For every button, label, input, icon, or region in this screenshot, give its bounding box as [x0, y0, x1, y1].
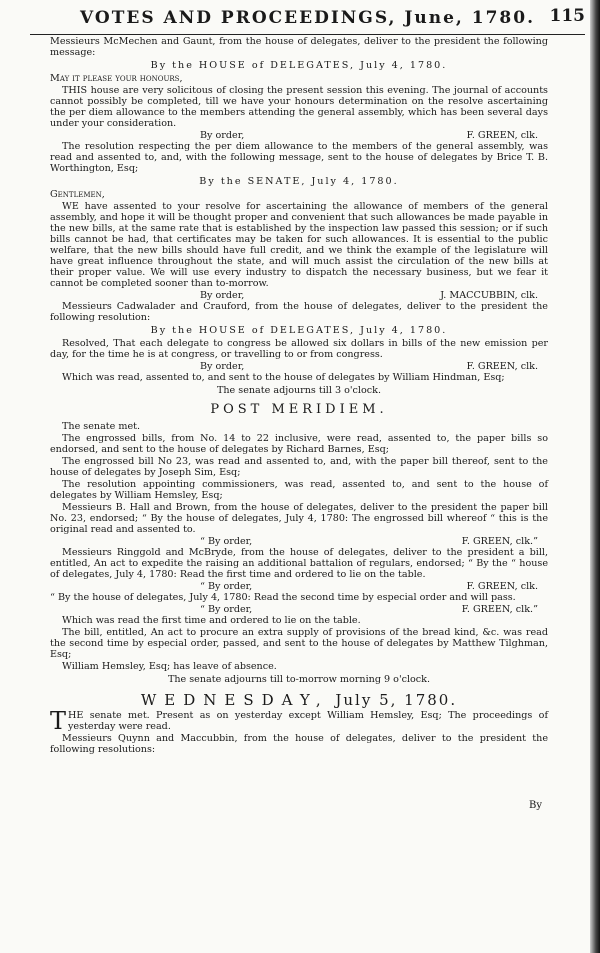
paragraph: WE have assented to your resolve for ascertaining the allowance of members of the general assembly, and hope it will be thought proper and convenient that such allowances be made payable in the new bills, at the same rate that is established by the inspection law passed this session; or if such bills cannot be had, that certificates may be taken for such allowances. It is essential to the public welfare, that the new bills should have full credit, and we think the example of the legislature will have great influence throughout the state, and will much assist the circulation of the new bills at their proper value. We will use every industry to dispatch the necessary business, but we fear it cannot be completed sooner than to-morrow.	[50, 201, 548, 289]
section-heading: POST MERIDIEM.	[210, 402, 388, 417]
signature-line	[50, 604, 548, 615]
paragraph: The resolution respecting the per diem allowance to the members of the general assembly, was read and assented to, and, with the following message, sent to the house of delegates by Brice T. B. Worthington, Esq;	[50, 141, 548, 174]
header-title: VOTES AND PROCEEDINGS, June, 1780.	[80, 8, 535, 28]
dateline-heading: By the SENATE, July 4, 1780.	[199, 176, 399, 187]
page-number: 115	[549, 6, 585, 26]
page-gutter	[590, 0, 600, 953]
dateline-heading: By the HOUSE of DELEGATES, July 4, 1780.	[150, 325, 448, 336]
signature-line	[50, 290, 548, 301]
opening-paragraph	[50, 707, 548, 735]
paragraph-text: HE senate met. Present as on yesterday except William Hemsley, Esq; The proceedings of yesterday were read.	[68, 710, 548, 732]
paragraph: Gentlemen,	[50, 189, 105, 200]
signature-line	[50, 536, 548, 547]
by-order-label: “ By order,	[200, 581, 253, 592]
clerk-signature: F. GREEN, clk.”	[461, 604, 538, 615]
adjournment-line: The senate adjourns till to-morrow morning 9 o'clock.	[167, 674, 431, 685]
running-header	[30, 4, 585, 35]
by-order-label: “ By order,	[200, 536, 253, 547]
paragraph: Which was read the first time and ordered to lie on the table.	[62, 615, 361, 626]
paragraph: May it please your honours,	[50, 73, 183, 84]
by-order-label: By order,	[200, 361, 245, 372]
clerk-signature: F. GREEN, clk.	[466, 361, 538, 372]
paragraph: The bill, entitled, An act to procure an extra supply of provisions of the bread kind, &c. was read the second time by especial order, passed, and sent to the house of delegates by Matthew Tilghman, Esq;	[50, 627, 548, 660]
by-order-label: “ By order,	[200, 604, 253, 615]
dateline-heading: By the HOUSE of DELEGATES, July 4, 1780.	[150, 60, 448, 71]
paragraph: Resolved, That each delegate to congress be allowed six dollars in bills of the new emission per day, for the time he is at congress, or travelling to or from congress.	[50, 338, 548, 360]
adjournment-line: The senate adjourns till 3 o'clock.	[216, 385, 382, 396]
day-heading	[50, 691, 548, 709]
catchword: By	[529, 800, 542, 811]
document-body	[50, 36, 548, 756]
clerk-signature: F. GREEN, clk.	[466, 581, 538, 592]
paragraph: The engrossed bill No 23, was read and assented to, and, with the paper bill thereof, sent to the house of delegates by Joseph Sim, Esq;	[50, 456, 548, 478]
paragraph: William Hemsley, Esq; has leave of absence.	[62, 661, 277, 672]
paragraph: Messieurs McMechen and Gaunt, from the house of delegates, deliver to the president the following message:	[50, 36, 548, 58]
day-name: WEDNESDAY,	[140, 691, 329, 709]
by-order-label: By order,	[200, 290, 245, 301]
signature-line	[50, 130, 548, 141]
paragraph: THIS house are very solicitous of closing the present session this evening. The journal of accounts cannot possibly be completed, till we have your honours determination on the resolve ascertaining the per diem allowance to the members attending the general assembly, which has been several days under your consideration.	[50, 85, 548, 129]
paragraph: Messieurs B. Hall and Brown, from the house of delegates, deliver to the president the paper bill No. 23, endorsed; “ By the house of delegates, July 4, 1780: The engrossed bill whereof “ this is the original read and assented to.	[50, 502, 548, 535]
paragraph: “ By the house of delegates, July 4, 1780: Read the second time by especial order and will pass.	[50, 592, 516, 603]
paragraph: The senate met.	[62, 421, 141, 432]
drop-cap: T	[50, 707, 67, 735]
paragraph: Messieurs Ringgold and McBryde, from the house of delegates, deliver to the president a bill, entitled, An act to expedite the raising an additional battalion of regulars, endorsed; “ By the “ house of delegates, July 4, 1780: Read the first time and ordered to lie on the table.	[50, 547, 548, 580]
by-order-label: By order,	[200, 130, 245, 141]
clerk-signature: F. GREEN, clk.	[466, 130, 538, 141]
signature-line	[50, 361, 548, 372]
paragraph: Which was read, assented to, and sent to the house of delegates by William Hindman, Esq;	[62, 372, 505, 383]
paragraph: Messieurs Quynn and Maccubbin, from the house of delegates, deliver to the president the following resolutions:	[50, 733, 548, 755]
paragraph: The resolution appointing commissioners, was read, assented to, and sent to the house of delegates by William Hemsley, Esq;	[50, 479, 548, 501]
clerk-signature: J. MACCUBBIN, clk.	[440, 290, 538, 301]
paragraph: Messieurs Cadwalader and Crauford, from the house of delegates, deliver to the president the following resolution:	[50, 301, 548, 323]
signature-line	[50, 581, 548, 592]
clerk-signature: F. GREEN, clk.”	[461, 536, 538, 547]
paragraph: The engrossed bills, from No. 14 to 22 inclusive, were read, assented to, the paper bills so endorsed, and sent to the house of delegates by Richard Barnes, Esq;	[50, 433, 548, 455]
day-date: July 5, 1780.	[335, 691, 458, 709]
